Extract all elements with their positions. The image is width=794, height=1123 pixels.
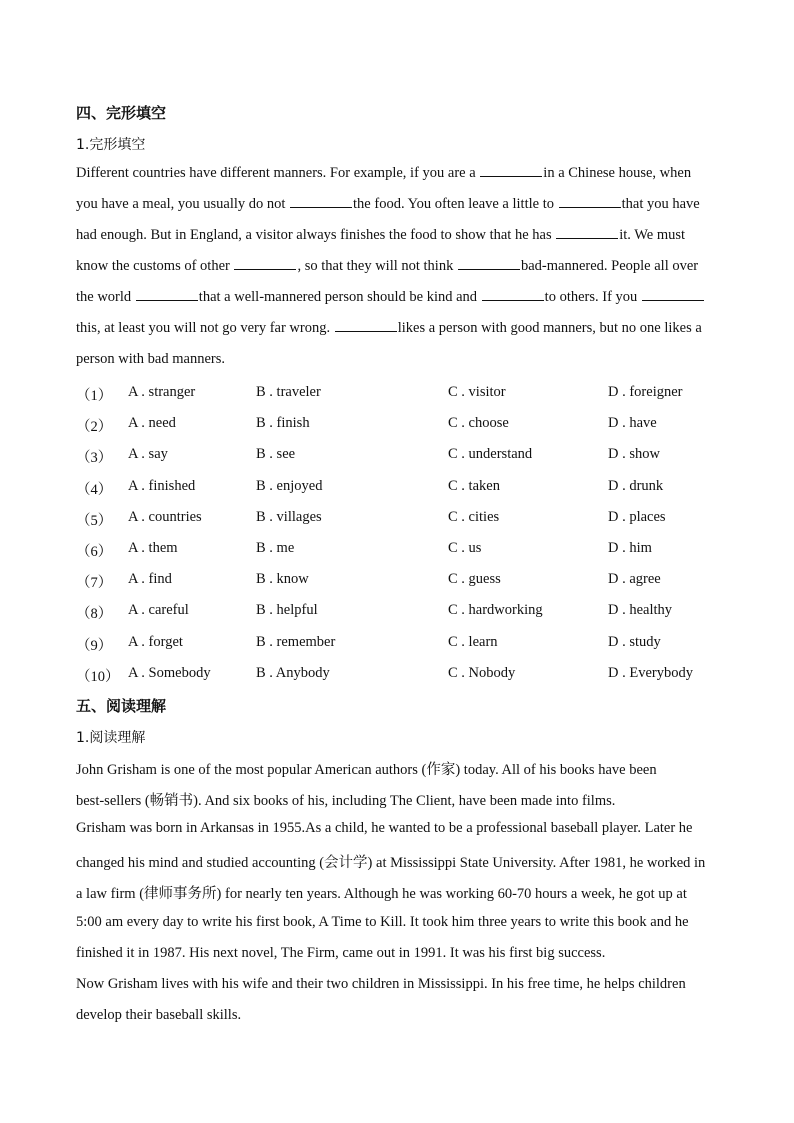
option-b[interactable]: B . remember — [256, 633, 336, 650]
question-number: （4） — [76, 481, 113, 498]
question-row — [76, 665, 736, 685]
cloze-text: person with bad manners. — [76, 351, 225, 367]
option-c[interactable]: C . choose — [448, 415, 509, 432]
option-c[interactable]: C . understand — [448, 446, 533, 463]
option-b[interactable]: B . see — [256, 446, 296, 463]
option-c[interactable]: C . taken — [448, 477, 500, 494]
cloze-text: , so that they will not think — [297, 258, 457, 274]
option-c[interactable]: C . learn — [448, 633, 498, 650]
cloze-text: that you have — [621, 196, 700, 212]
option-b[interactable]: B . Anybody — [256, 664, 330, 681]
question-row — [76, 509, 736, 529]
option-a[interactable]: A . forget — [128, 633, 183, 650]
option-d[interactable]: D . study — [608, 633, 661, 650]
reading-line: changed his mind and studied accounting (会计学) at Mississippi State University. After 1981, he worked in — [76, 855, 706, 872]
option-d[interactable]: D . drunk — [608, 477, 664, 494]
option-b[interactable]: B . finish — [256, 415, 310, 432]
section-4-subheading: 1.完形填空 — [76, 137, 146, 153]
cloze-text: this, at least you will not go very far wrong. — [76, 320, 334, 336]
option-b[interactable]: B . know — [256, 571, 309, 588]
cloze-text: in a Chinese house, when — [543, 165, 692, 181]
cloze-line — [76, 313, 716, 344]
reading-line: Now Grisham lives with his wife and their two children in Mississippi. In his free time, he helps children — [76, 975, 686, 992]
question-number: （7） — [76, 575, 113, 592]
option-c[interactable]: C . cities — [448, 508, 500, 525]
cloze-line — [76, 282, 716, 313]
section-5-heading: 五、阅读理解 — [76, 697, 167, 715]
option-d[interactable]: D . him — [608, 540, 652, 556]
option-c[interactable]: C . Nobody — [448, 664, 516, 681]
cloze-text: to others. If you — [544, 289, 641, 305]
cloze-text: Different countries have different manners. For example, if you are a — [76, 165, 480, 181]
cloze-blank — [136, 288, 198, 301]
option-d[interactable]: D . have — [608, 415, 657, 432]
option-a[interactable]: A . Somebody — [128, 664, 211, 681]
option-c[interactable]: C . guess — [448, 571, 501, 588]
option-c[interactable]: C . visitor — [448, 384, 506, 400]
option-d[interactable]: D . healthy — [608, 602, 673, 619]
cloze-text: the food. You often leave a little to — [353, 196, 558, 212]
option-a[interactable]: A . need — [128, 415, 176, 432]
reading-line: Grisham was born in Arkansas in 1955.As a child, he wanted to be a professional baseball player. Later he — [76, 820, 693, 837]
question-number: （3） — [76, 450, 113, 467]
question-row — [76, 384, 736, 404]
option-a[interactable]: A . finished — [128, 477, 196, 494]
question-row — [76, 415, 736, 435]
question-number: （8） — [76, 606, 113, 623]
option-a[interactable]: A . stranger — [128, 384, 196, 400]
question-row — [76, 602, 736, 622]
question-row — [76, 478, 736, 498]
cloze-text: know the customs of other — [76, 258, 234, 274]
question-number: （2） — [76, 419, 113, 436]
option-b[interactable]: B . traveler — [256, 384, 321, 400]
option-c[interactable]: C . hardworking — [448, 602, 543, 619]
reading-line: John Grisham is one of the most popular American authors (作家) today. All of his books have been — [76, 762, 657, 778]
question-row — [76, 540, 736, 560]
option-d[interactable]: D . places — [608, 508, 666, 525]
option-a[interactable]: A . countries — [128, 508, 202, 525]
cloze-text: it. We must — [619, 227, 686, 243]
cloze-text: had enough. But in England, a visitor always finishes the food to show that he has — [76, 227, 556, 243]
cloze-line — [76, 251, 716, 282]
cloze-blank — [458, 257, 520, 270]
cloze-blank — [559, 195, 621, 208]
cloze-text: the world — [76, 289, 135, 305]
option-d[interactable]: D . agree — [608, 571, 661, 588]
option-d[interactable]: D . show — [608, 446, 660, 463]
reading-line: 5:00 am every day to write his first book, A Time to Kill. It took him three years to write this book and he — [76, 913, 689, 930]
cloze-blank — [290, 195, 352, 208]
cloze-text: likes a person with good manners, but no one likes a — [397, 320, 702, 336]
question-number: （6） — [76, 544, 113, 560]
cloze-blank — [480, 164, 542, 177]
cloze-text: that a well-mannered person should be kind and — [198, 289, 481, 305]
section-5-subheading: 1.阅读理解 — [76, 730, 146, 746]
option-a[interactable]: A . find — [128, 571, 172, 588]
cloze-line — [76, 220, 716, 251]
option-b[interactable]: B . enjoyed — [256, 477, 323, 494]
question-number: （5） — [76, 512, 113, 529]
cloze-blank — [482, 288, 544, 301]
option-b[interactable]: B . helpful — [256, 602, 318, 619]
cloze-blank — [642, 288, 704, 301]
option-a[interactable]: A . say — [128, 446, 168, 463]
question-row — [76, 634, 736, 654]
section-4-heading: 四、完形填空 — [76, 104, 167, 122]
option-a[interactable]: A . them — [128, 540, 178, 556]
cloze-line — [76, 189, 716, 220]
question-number: （1） — [76, 388, 113, 404]
cloze-text: you have a meal, you usually do not — [76, 196, 290, 212]
option-a[interactable]: A . careful — [128, 602, 189, 619]
reading-line: a law firm (律师事务所) for nearly ten years. Although he was working 60-70 hours a week, he got up at — [76, 886, 687, 903]
question-row — [76, 446, 736, 466]
reading-line: best-sellers (畅销书). And six books of his, including The Client, have been made into films. — [76, 793, 616, 810]
option-b[interactable]: B . me — [256, 540, 295, 556]
cloze-line — [76, 344, 716, 375]
cloze-text: bad-mannered. People all over — [520, 258, 699, 274]
cloze-line — [76, 158, 716, 189]
reading-line: develop their baseball skills. — [76, 1006, 242, 1023]
option-b[interactable]: B . villages — [256, 508, 322, 525]
option-c[interactable]: C . us — [448, 540, 482, 556]
option-d[interactable]: D . Everybody — [608, 664, 693, 681]
cloze-blank — [335, 319, 397, 332]
question-number: （9） — [76, 637, 113, 654]
question-row — [76, 571, 736, 591]
reading-line: finished it in 1987. His next novel, The Firm, came out in 1991. It was his first big success. — [76, 944, 606, 961]
option-d[interactable]: D . foreigner — [608, 384, 683, 400]
question-number: （10） — [76, 668, 120, 685]
cloze-blank — [556, 226, 618, 239]
cloze-blank — [234, 257, 296, 270]
